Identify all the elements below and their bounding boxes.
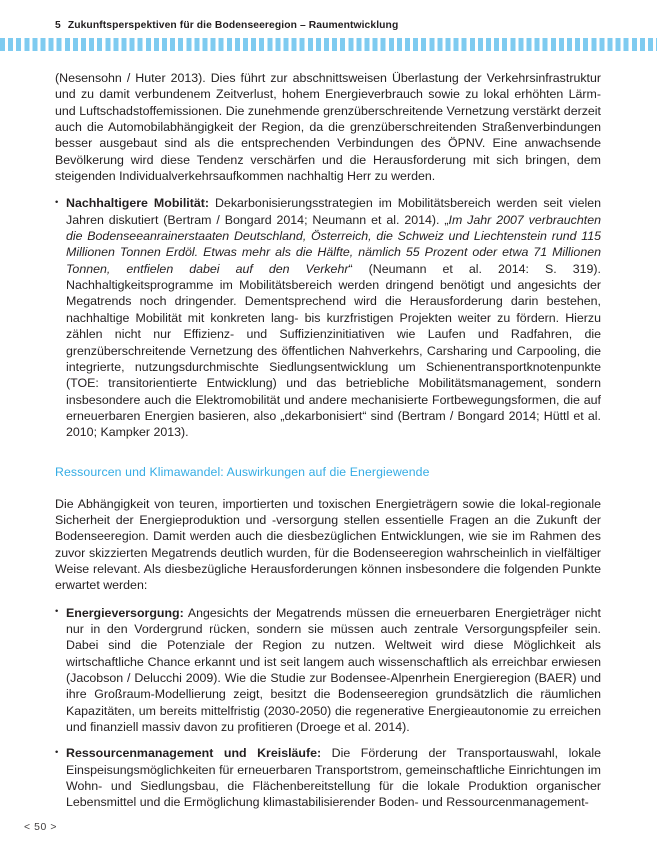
spacer	[55, 594, 601, 605]
bullet-label-resources: Ressourcenmanagement und Kreisläufe:	[66, 746, 322, 761]
bullet-resource-management	[55, 745, 601, 810]
bullet-energy-text: Angesichts der Megatrends müssen die erneuerbaren Energieträger nicht nur in den Vordergrund rücken, sondern sie müssen auch zentrale Versorgungspfeiler sein. Dabei sind die Potenziale der Region zu nutzen. Weltweit wird diese Möglichkeit als wirtschaftliche Chance erkannt und ist seit langem auch wissenschaftlich als erreichbar erwiesen (Jacobson / Delucchi 2009). Wie die Studie zur Bodensee-Alpenrhein Energieregion (BAER) und ihre Großraum-Modellierung zeigt, besitzt die Bodenseeregion grundsätzlich die räumlichen Kapazitäten, um bereits mittelfristig (2030-2050) die regenerative Energieautonomie zu erreichen und finanziell massiv davon zu profitieren (Droege et al. 2014).	[66, 605, 601, 735]
spacer	[55, 441, 601, 464]
bullet-label-mobility: Nachhaltigere Mobilität:	[66, 196, 209, 211]
chapter-number: 5	[55, 20, 61, 31]
bullet-mobility-text-pre: Dekarbonisierungsstrategien im Mobilitätsbereich werden seit vielen Jahren diskutiert (Bertram / Bongard 2014; Neumann et al. 2014). „	[66, 196, 601, 227]
section-subheading: Ressourcen und Klimawandel: Auswirkungen auf die Energiewende	[55, 464, 430, 479]
spacer	[55, 735, 601, 745]
spacer	[55, 480, 601, 496]
running-head-title: Zukunftsperspektiven für die Bodenseeregion – Raumentwicklung	[67, 20, 399, 31]
dashed-rule-decoration	[0, 38, 657, 51]
bullet-mobility-text-post: “ (Neumann et al. 2014: S. 319). Nachhaltigkeitsprogramme im Mobilitätsbereich werden dringend benötigt und angesichts der Megatrends noch dringender. Dementsprechend wird die Herausforderung darin bestehen, nachhaltige Mobilität mit konkreten lang- bis kurzfristigen Projekten weiter zu fördern. Hierzu zählen nicht nur Effizienz- und Suffizienzinitiativen wie Laufen und Radfahren, die grenzüberschreitende Vernetzung des öffentlichen Nahverkehrs, Carsharing und Carpooling, die integrierte, nutzungsdurchmischte Siedlungsentwicklung um Schienentransportknotenpunkte (TOE: transitorientierte Entwicklung) und das betriebliche Mobilitätsmanagement, sondern insbesondere auch die Elektromobilität und andere mechanisierte Fortbewegungsformen, die auf erneuerbaren Energien basieren, also „dekarbonisiert“ sind (Bertram / Bongard 2014; Hüttl et al. 2010; Kampker 2013).	[66, 261, 601, 440]
bullet-sustainable-mobility	[55, 195, 601, 440]
bullet-mobility-quote: Im Jahr 2007 verbrauchten die Bodenseeanrainerstaaten Deutschland, Österreich, die Schweiz und Liechtenstein rund 115 Millionen Tonnen Erdöl. Etwas mehr als die Hälfte, nämlich 55 Prozent oder etwa 71 Millionen Tonnen, entfielen dabei auf den Verkehr	[66, 212, 601, 276]
paragraph-traffic: (Nesensohn / Huter 2013). Dies führt zur abschnittsweisen Überlastung der Verkehrsinfrastruktur und zu damit verbundenem Zeitverlust, hohem Energieverbrauch sowie zu lokal erhöhten Lärm- und Luftschadstoffemissionen. Die zunehmende grenzüberschreitende Vernetzung verstärkt derzeit auch die Automobilabhängigkeit der Region, da die grenzüberschreitenden Straßenverbindungen besser ausgebaut sind als die entsprechenden Verbindungen des ÖPNV. Eine anwachsende Bevölkerung wird diese Tendenz verschärfen und die Herausforderung mit sich bringen, dem steigenden Individualverkehrsaufkommen nachhaltig Herr zu werden.	[55, 71, 601, 184]
paragraph-energy-intro: Die Abhängigkeit von teuren, importierten und toxischen Energieträgern sowie die lokal-regionale Sicherheit der Energieproduktion und -versorgung stellen essentielle Fragen an die Zukunft der Bodenseeregion. Damit werden auch die diesbezüglichen Entwicklungen, wie sie im Rahmen des zuvor skizzierten Megatrends deutlich wurden, für die Bodenseeregion wahrscheinlich in vielfältiger Weise relevant. Als diesbezügliche Herausforderungen können insbesondere die folgenden Punkte erwartet werden:	[55, 496, 601, 593]
bullet-energy-supply	[55, 605, 601, 736]
running-head	[55, 20, 398, 31]
page-folio: < 50 >	[24, 822, 58, 833]
bullet-label-energy: Energieversorgung:	[66, 605, 184, 620]
text-column	[55, 70, 601, 811]
spacer	[55, 184, 601, 195]
bullet-resources-text: Die Förderung der Transportauswahl, lokale Einspeisungsmöglichkeiten für erneuerbaren Transportstrom, gemeinschaftliche Einrichtungen im Wohn- und Siedlungsbau, die Flächenbereitstellung für die lokale Produktion organischer Lebensmittel und die Ermöglichung klimastabilisierender Boden- und Ressourcenmanagement-	[66, 746, 601, 810]
